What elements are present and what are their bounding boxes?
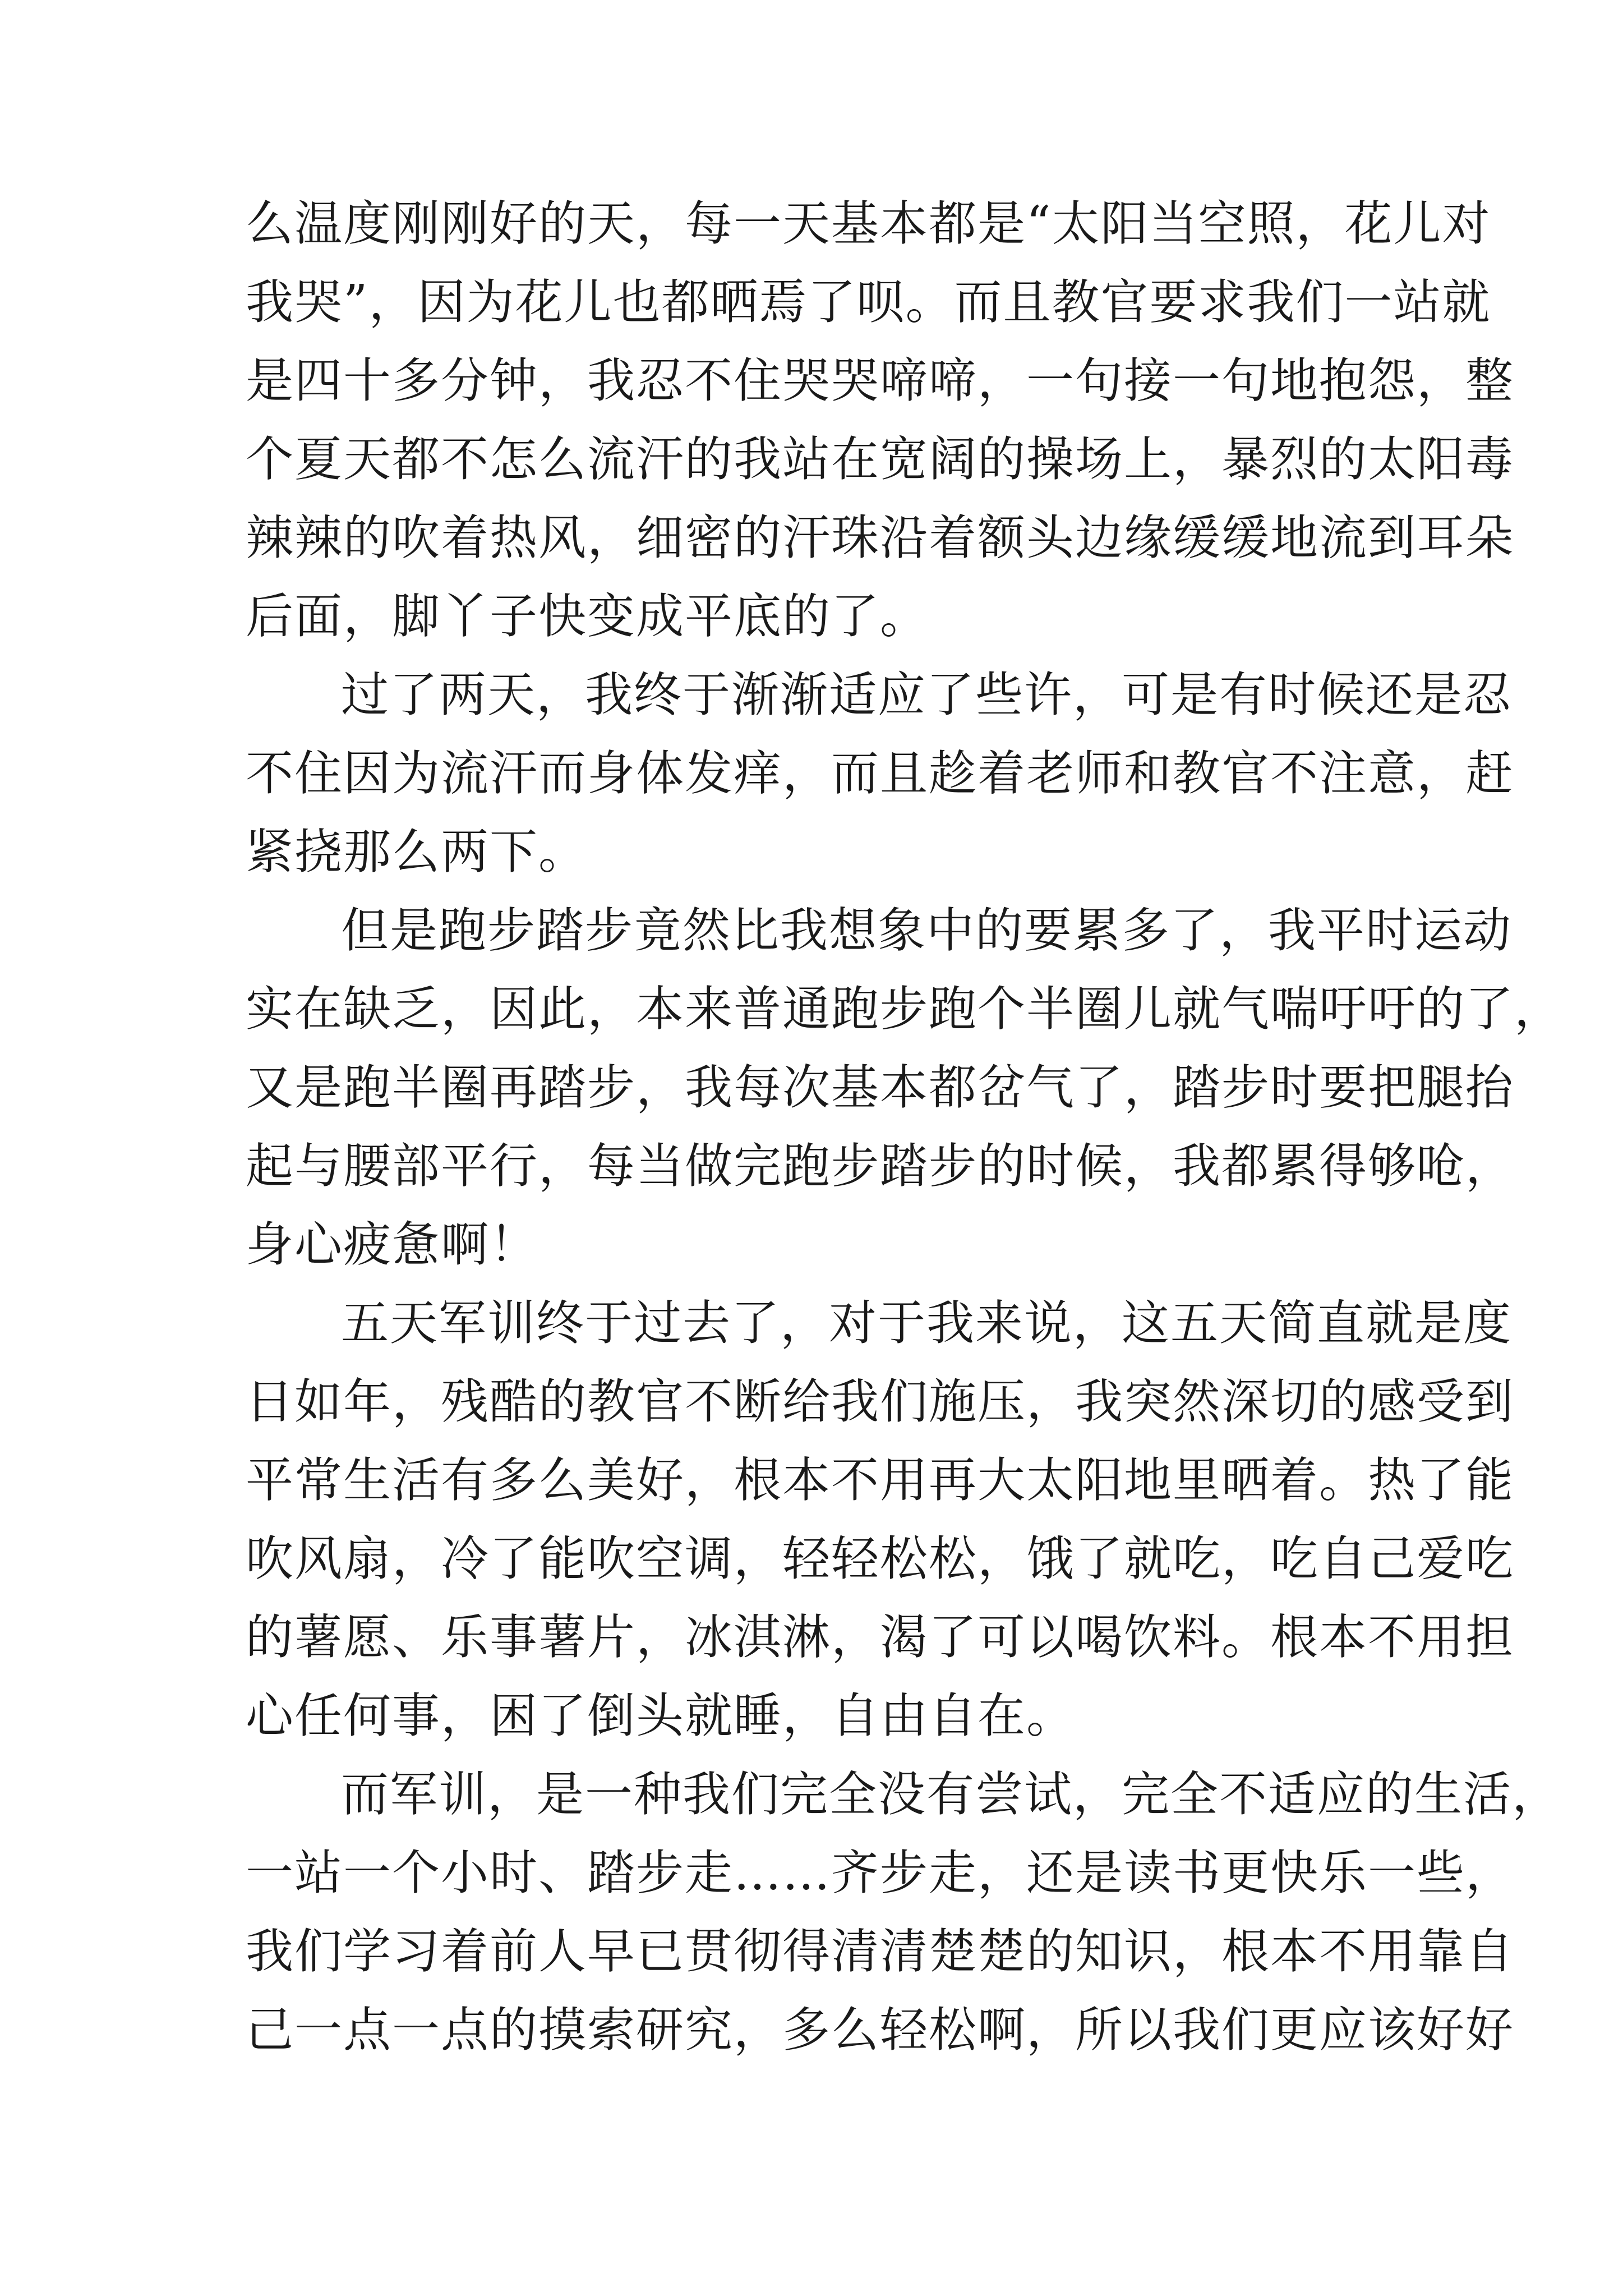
text-line: 五天军训终于过去了，对于我来说，这五天简直就是度	[341, 1296, 1513, 1351]
text-line: 个夏天都不怎么流汗的我站在宽阔的操场上，暴烈的太阳毒	[246, 432, 1515, 487]
text-line: 的薯愿、乐事薯片，冰淇淋，渴了可以喝饮料。根本不用担	[246, 1610, 1515, 1665]
text-line: 己一点一点的摸索研究，多么轻松啊，所以我们更应该好好	[246, 2003, 1515, 2058]
text-line: 起与腰部平行，每当做完跑步踏步的时候，我都累得够呛，	[246, 1139, 1515, 1194]
text-line: 而军训，是一种我们完全没有尝试，完全不适应的生活，	[341, 1767, 1561, 1823]
text-line: 紧挠那么两下。	[246, 825, 588, 880]
text-line: 我们学习着前人早已贯彻得清清楚楚的知识，根本不用靠自	[246, 1924, 1515, 1980]
text-line: 我哭”，因为花儿也都晒焉了呗。而且教官要求我们一站就	[246, 275, 1491, 330]
text-line: 但是跑步踏步竟然比我想象中的要累多了，我平时运动	[341, 903, 1513, 959]
text-line: 吹风扇，冷了能吹空调，轻轻松松，饿了就吃，吃自己爱吃	[246, 1531, 1515, 1587]
text-line: 不住因为流汗而身体发痒，而且趁着老师和教官不注意，赶	[246, 746, 1515, 802]
text-line: 辣辣的吹着热风，细密的汗珠沿着额头边缘缓缓地流到耳朵	[246, 510, 1515, 566]
text-line: 过了两天，我终于渐渐适应了些许，可是有时候还是忍	[341, 668, 1513, 723]
text-line: 心任何事，困了倒头就睡，自由自在。	[246, 1688, 1076, 1744]
text-line: 实在缺乏，因此，本来普通跑步跑个半圈儿就气喘吁吁的了，	[246, 982, 1564, 1037]
text-line: 是四十多分钟，我忍不住哭哭啼啼，一句接一句地抱怨，整	[246, 353, 1515, 409]
text-line: 后面，脚丫子快变成平底的了。	[246, 589, 929, 645]
text-line: 又是跑半圈再踏步，我每次基本都岔气了，踏步时要把腿抬	[246, 1060, 1515, 1116]
text-line: 一站一个小时、踏步走……齐步走，还是读书更快乐一些，	[246, 1846, 1515, 1901]
body-text	[246, 185, 1564, 2070]
text-line: 日如年，残酷的教官不断给我们施压，我突然深切的感受到	[246, 1374, 1515, 1430]
text-line: 平常生活有多么美好，根本不用再大太阳地里晒着。热了能	[246, 1453, 1515, 1508]
text-line: 么温度刚刚好的天，每一天基本都是“太阳当空照，花儿对	[246, 196, 1491, 252]
text-line: 身心疲惫啊！	[246, 1217, 539, 1273]
